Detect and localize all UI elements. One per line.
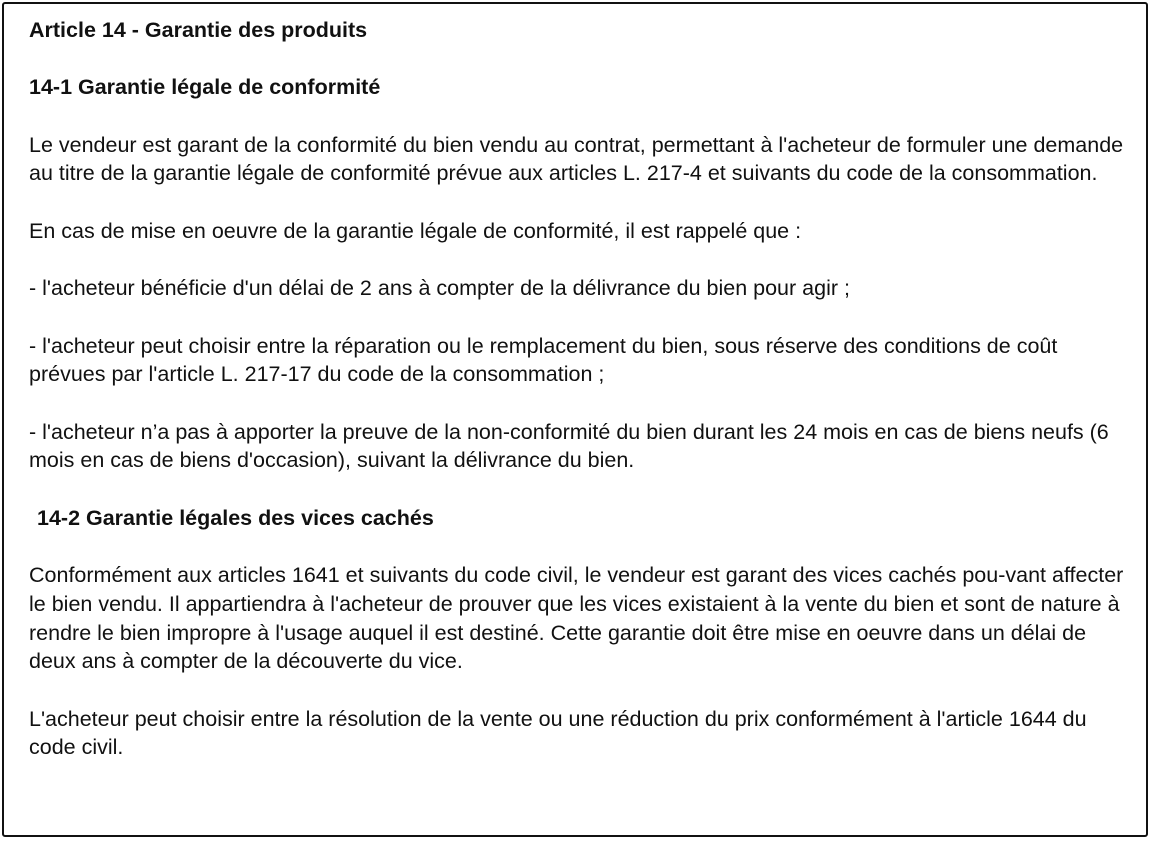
paragraph-vices-caches: Conformément aux articles 1641 et suivants du code civil, le vendeur est garant des vices cachés pou-vant affecter le bien vendu. Il appartiendra à l'acheteur de prouver que les vices existaient à la vente du bien et sont de nature à rendre le bien impropre à l'usage auquel il est destiné. Cette garantie doit être mise en oeuvre dans un délai de deux ans à compter de la découverte du vice.	[29, 563, 1124, 674]
list-item-delai: - l'acheteur bénéficie d'un délai de 2 ans à compter de la délivrance du bien pour agir ;	[29, 276, 850, 301]
section-heading-conformite: 14-1 Garantie légale de conformité	[29, 75, 381, 100]
article-title: Article 14 - Garantie des produits	[29, 18, 368, 42]
list-item-preuve: - l'acheteur n’a pas à apporter la preuve de la non-conformité du bien durant les 24 mois en cas de biens neufs (6 mois en cas de biens d'occasion), suivant la délivrance du bien.	[29, 419, 1109, 473]
section-heading-vices-caches: 14-2 Garantie légales des vices cachés	[37, 505, 434, 530]
document-frame	[2, 2, 1148, 837]
list-item-reparation: - l'acheteur peut choisir entre la réparation ou le remplacement du bien, sous réserve des conditions de coût prévues par l'article L. 217-17 du code de la consommation ;	[29, 333, 1058, 387]
paragraph-resolution: L'acheteur peut choisir entre la résolution de la vente ou une réduction du prix conformément à l'article 1644 du code civil.	[29, 706, 1087, 760]
paragraph-conformite-intro: Le vendeur est garant de la conformité du bien vendu au contrat, permettant à l'acheteur de formuler une demande au titre de la garantie légale de conformité prévue aux articles L. 217-4 et suivants du code de la consommation.	[29, 132, 1124, 186]
article-content	[29, 16, 1129, 762]
paragraph-conformite-lead: En cas de mise en oeuvre de la garantie légale de conformité, il est rappelé que :	[29, 218, 802, 243]
